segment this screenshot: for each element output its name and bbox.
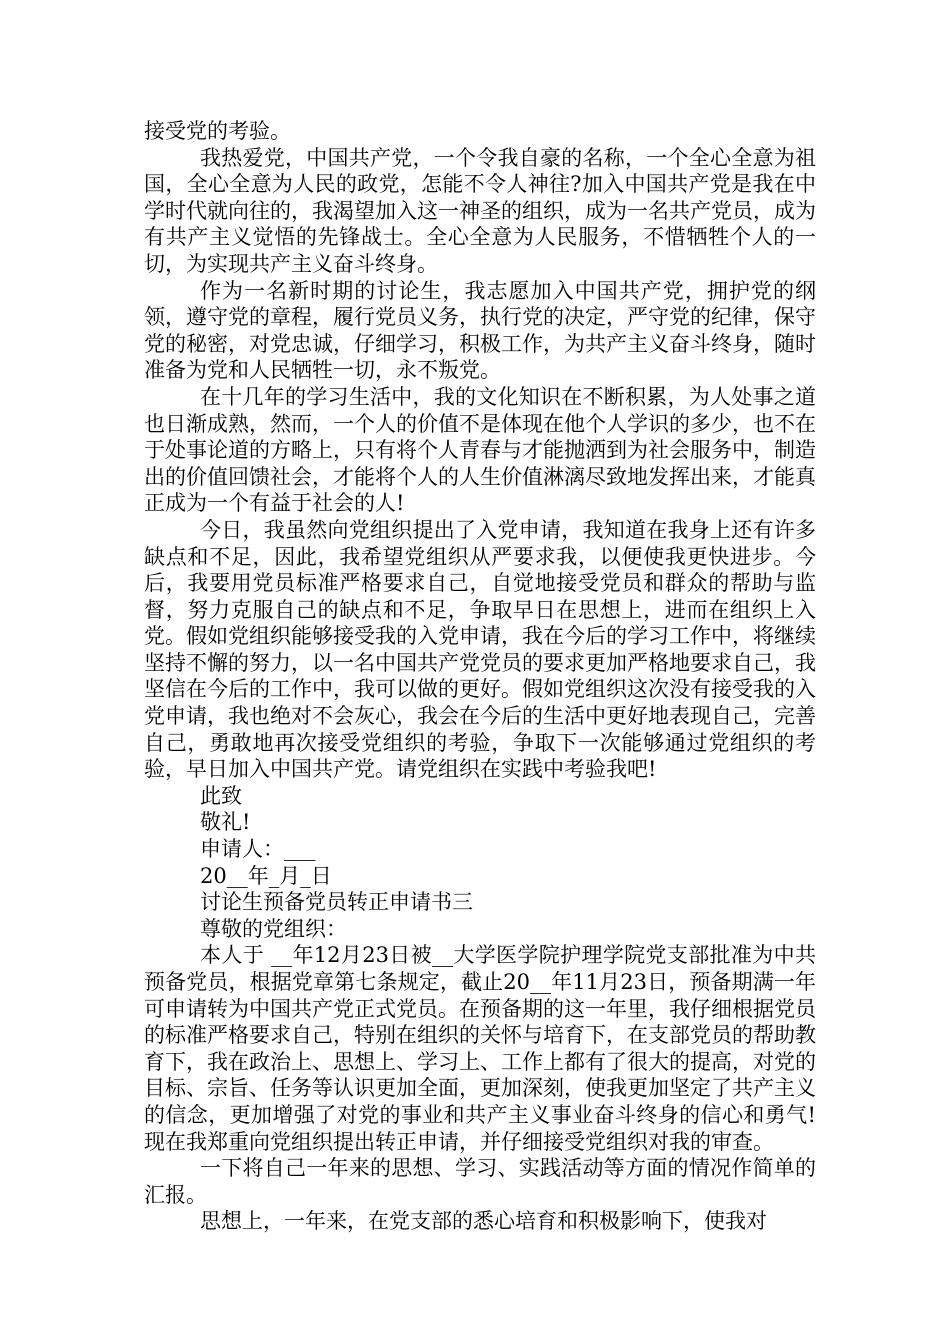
paragraph: 作为一名新时期的讨论生，我志愿加入中国共产党，拥护党的纲领，遵守党的章程，履行党员义务，执行党的决定，严守党的纪律，保守党的秘密，对党忠诚，仔细学习，积极工作，为共产主义奋斗终身，随时准备为党和人民牺牲一切，永不叛党。 xyxy=(144,278,816,383)
paragraph: 在十几年的学习生活中，我的文化知识在不断积累，为人处事之道也日渐成熟，然而，一个人的价值不是体现在他个人学识的多少，也不在于处事论道的方略上，只有将个人青春与才能抛洒到为社会服务中，制造出的价值回馈社会，才能将个人的人生价值淋漓尽致地发挥出来，才能真正成为一个有益于社会的人! xyxy=(144,384,816,516)
paragraph: 我热爱党，中国共产党，一个令我自豪的名称，一个全心全意为祖国，全心全意为人民的政党，怎能不令人神往?加入中国共产党是我在中学时代就向往的，我渴望加入这一神圣的组织，成为一名共产党员，成为有共产主义觉悟的先锋战士。全心全意为人民服务，不惜牺牲个人的一切，为实现共产主义奋斗终身。 xyxy=(144,145,816,276)
paragraph: 接受党的考验。 xyxy=(144,119,291,143)
section-title: 讨论生预备党员转正申请书三 xyxy=(200,890,473,915)
document-body xyxy=(144,118,816,1235)
salutation-line: 敬礼! xyxy=(200,810,251,835)
greeting-line: 尊敬的党组织： xyxy=(200,916,347,941)
date-line: 20__年_月_日 xyxy=(200,863,332,888)
salutation-line: 此致 xyxy=(200,783,242,808)
paragraph: 思想上，一年来，在党支部的悉心培育和积极影响下，使我对 xyxy=(200,1209,767,1234)
paragraph: 本人于 __年12月23日被__大学医学院护理学院党支部批准为中共预备党员，根据党章第七条规定，截止20__年11月23日，预备期满一年可申请转为中国共产党正式党员。在预备期的这一年里，我仔细根据党员的标准严格要求自己，特别在组织的关怀与培育下，在支部党员的帮助教育下，我在政治上、思想上、学习上、工作上都有了很大的提高，对党的目标、宗旨、任务等认识更加全面，更加深刻，使我更加坚定了共产主义的信念，更加增强了对党的事业和共产主义事业奋斗终身的信心和勇气!现在我郑重向党组织提出转正申请，并仔细接受党组织对我的审查。 xyxy=(144,943,816,1154)
paragraph: 一下将自己一年来的思想、学习、实践活动等方面的情况作简单的汇报。 xyxy=(144,1156,816,1207)
applicant-line: 申请人：___ xyxy=(200,837,316,862)
paragraph: 今日，我虽然向党组织提出了入党申请，我知道在我身上还有许多缺点和不足，因此，我希望党组织从严要求我，以便使我更快进步。今后，我要用党员标准严格要求自己，自觉地接受党员和群众的帮助与监督，努力克服自己的缺点和不足，争取早日在思想上，进而在组织上入党。假如党组织能够接受我的入党申请，我在今后的学习工作中，将继续坚持不懈的努力，以一名中国共产党党员的要求更加严格地要求自己，我坚信在今后的工作中，我可以做的更好。假如党组织这次没有接受我的入党申请，我也绝对不会灰心，我会在今后的生活中更好地表现自己，完善自己，勇敢地再次接受党组织的考验，争取下一次能够通过党组织的考验，早日加入中国共产党。请党组织在实践中考验我吧! xyxy=(144,517,816,782)
